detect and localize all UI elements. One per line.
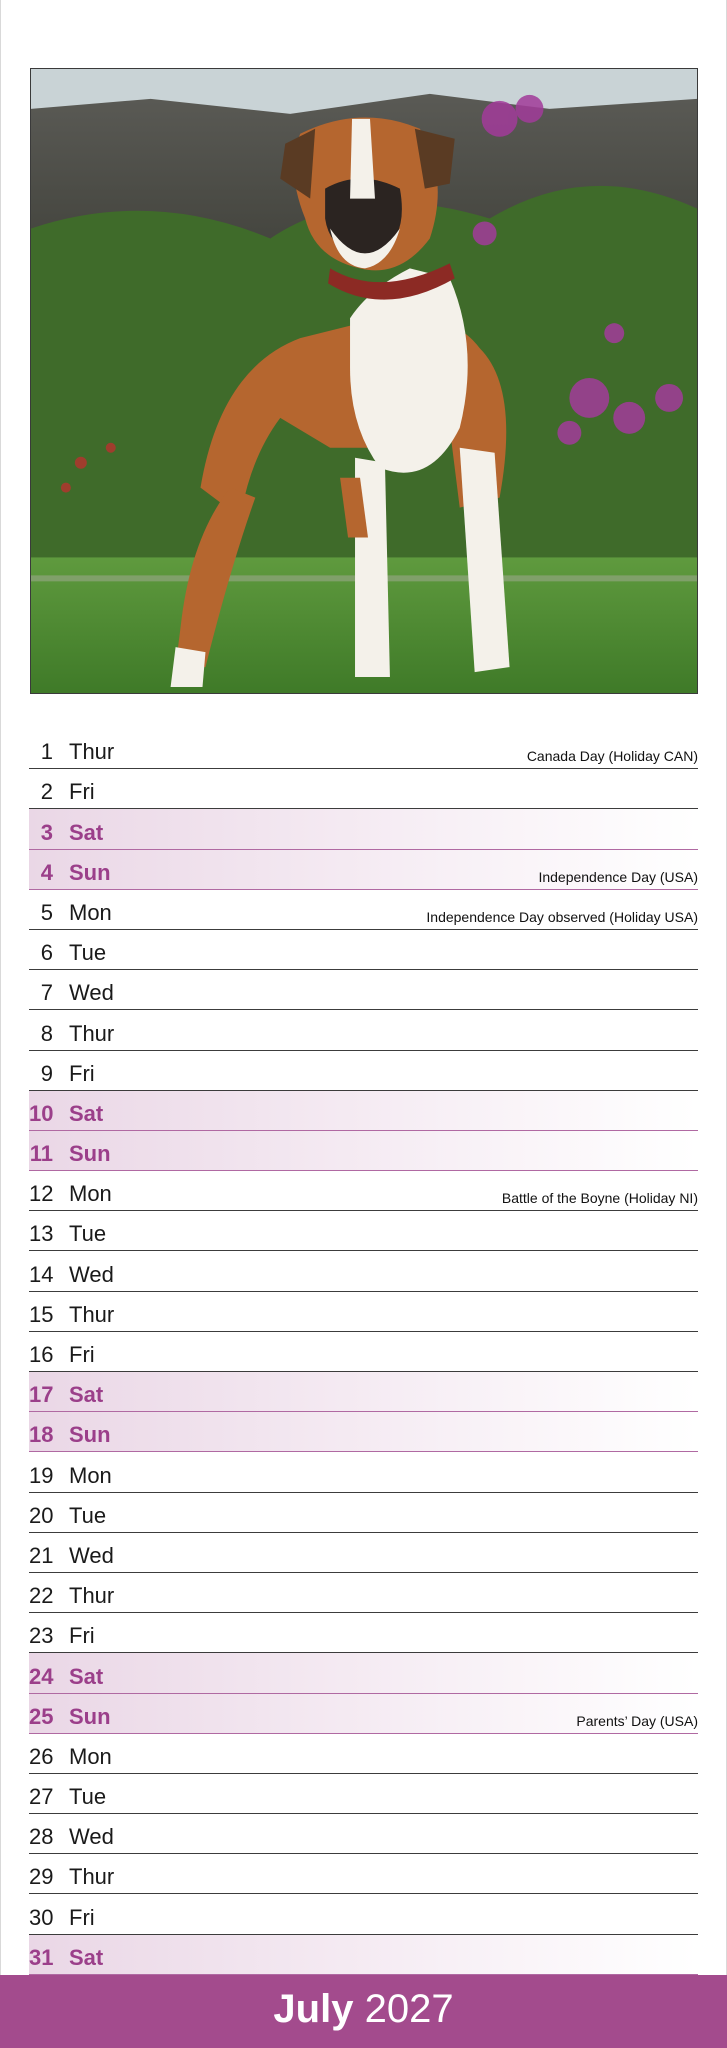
day-number: 31 <box>29 1944 54 1970</box>
page-border-left <box>0 0 1 2048</box>
weekday-name: Tue <box>69 1502 107 1528</box>
day-row <box>29 1171 698 1211</box>
day-row <box>29 1694 698 1734</box>
day-list <box>29 729 698 1975</box>
day-number: 17 <box>29 1382 54 1408</box>
day-row <box>29 729 698 769</box>
weekday-name: Mon <box>69 1743 112 1769</box>
day-row <box>29 930 698 970</box>
weekday-name: Wed <box>69 1261 114 1287</box>
day-row <box>29 1814 698 1854</box>
holiday-note: Independence Day (USA) <box>538 868 698 885</box>
day-number: 7 <box>40 980 53 1006</box>
day-number: 24 <box>29 1663 54 1689</box>
weekday-name: Sat <box>69 819 104 845</box>
day-row <box>29 1854 698 1894</box>
day-number: 5 <box>40 899 53 925</box>
weekday-name: Sun <box>69 1141 111 1167</box>
weekday-name: Wed <box>69 980 114 1006</box>
day-row <box>29 1332 698 1372</box>
day-row <box>29 809 698 849</box>
weekday-name: Sun <box>69 1703 111 1729</box>
weekday-name: Thur <box>69 1583 115 1609</box>
weekday-name: Mon <box>69 1181 112 1207</box>
month-name: July <box>273 1987 354 2031</box>
day-row <box>29 1734 698 1774</box>
day-number: 16 <box>29 1342 54 1367</box>
weekday-name: Wed <box>69 1542 114 1568</box>
day-row <box>29 1131 698 1171</box>
day-row <box>29 1533 698 1573</box>
weekday-name: Fri <box>69 1060 95 1086</box>
day-number: 25 <box>29 1703 54 1729</box>
weekday-name: Fri <box>69 1904 95 1930</box>
day-row <box>29 1493 698 1533</box>
boxer-dog-photo <box>30 68 698 694</box>
weekday-name: Sat <box>69 1382 104 1408</box>
day-number: 12 <box>29 1181 54 1207</box>
day-number: 2 <box>40 779 53 805</box>
day-number: 10 <box>29 1100 54 1126</box>
day-row <box>29 1452 698 1492</box>
day-row <box>29 1412 698 1452</box>
weekday-name: Fri <box>69 1342 95 1367</box>
holiday-note: Parents’ Day (USA) <box>576 1712 698 1729</box>
day-number: 3 <box>40 819 53 845</box>
photo-illustration <box>31 69 697 693</box>
weekday-name: Sat <box>69 1663 104 1689</box>
day-row <box>29 1010 698 1050</box>
day-number: 6 <box>40 940 53 966</box>
day-number: 30 <box>29 1904 54 1930</box>
year-label: 2027 <box>364 1987 454 2031</box>
day-number: 18 <box>29 1422 54 1448</box>
day-number: 9 <box>40 1060 53 1086</box>
weekday-name: Fri <box>69 779 95 805</box>
day-number: 4 <box>40 859 53 885</box>
day-row <box>29 1251 698 1291</box>
holiday-note: Battle of the Boyne (Holiday NI) <box>501 1190 698 1207</box>
day-row <box>29 1613 698 1653</box>
day-number: 13 <box>29 1221 54 1247</box>
day-number: 1 <box>40 739 53 765</box>
weekday-name: Sun <box>69 1422 111 1448</box>
day-row <box>29 1653 698 1693</box>
weekday-name: Mon <box>69 899 112 925</box>
day-number: 27 <box>29 1784 54 1810</box>
weekday-name: Tue <box>69 1221 107 1247</box>
day-row <box>29 1573 698 1613</box>
day-row <box>29 890 698 930</box>
day-number: 21 <box>29 1542 54 1568</box>
weekday-name: Fri <box>69 1623 95 1649</box>
weekday-name: Tue <box>69 940 107 966</box>
weekday-name: Thur <box>69 1020 115 1046</box>
day-row <box>29 1935 698 1975</box>
day-row <box>29 1774 698 1814</box>
day-number: 11 <box>29 1141 53 1167</box>
holiday-note: Independence Day observed (Holiday USA) <box>426 908 698 925</box>
weekday-name: Thur <box>69 739 115 765</box>
weekday-name: Sat <box>69 1944 104 1970</box>
day-number: 29 <box>29 1864 54 1890</box>
day-row <box>29 1292 698 1332</box>
day-row <box>29 1211 698 1251</box>
day-row <box>29 1051 698 1091</box>
weekday-name: Sat <box>69 1100 104 1126</box>
day-row <box>29 970 698 1010</box>
day-row <box>29 1372 698 1412</box>
day-number: 20 <box>29 1502 54 1528</box>
weekday-name: Tue <box>69 1784 107 1810</box>
day-number: 28 <box>29 1824 54 1850</box>
weekday-name: Thur <box>69 1864 115 1890</box>
month-footer <box>0 1975 727 2048</box>
holiday-note: Canada Day (Holiday CAN) <box>526 748 698 765</box>
weekday-name: Sun <box>69 859 111 885</box>
day-number: 22 <box>29 1583 54 1609</box>
weekday-name: Wed <box>69 1824 114 1850</box>
day-number: 23 <box>29 1623 54 1649</box>
weekday-name: Mon <box>69 1462 112 1488</box>
day-row <box>29 850 698 890</box>
day-row <box>29 769 698 809</box>
day-row <box>29 1894 698 1934</box>
day-number: 14 <box>29 1261 54 1287</box>
day-number: 26 <box>29 1743 54 1769</box>
day-number: 15 <box>29 1301 54 1327</box>
day-number: 19 <box>29 1462 54 1488</box>
weekday-name: Thur <box>69 1301 115 1327</box>
day-number: 8 <box>40 1020 53 1046</box>
day-row <box>29 1091 698 1131</box>
